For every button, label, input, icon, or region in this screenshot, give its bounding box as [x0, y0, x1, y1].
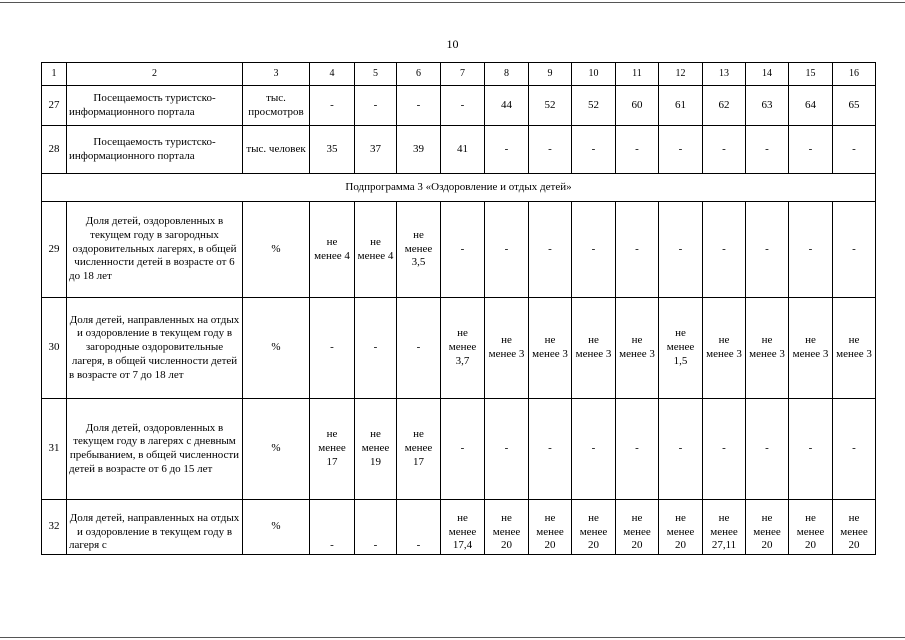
value-cell: -: [746, 399, 789, 500]
column-number-cell: 10: [572, 63, 616, 86]
value-cell: -: [397, 500, 441, 555]
column-number-cell: 5: [355, 63, 397, 86]
value-cell: -: [659, 126, 703, 174]
value-cell: 60: [616, 86, 659, 126]
value-cell: -: [529, 126, 572, 174]
value-cell: 61: [659, 86, 703, 126]
column-number-cell: 6: [397, 63, 441, 86]
row-number: 27: [42, 86, 67, 126]
value-cell: 52: [572, 86, 616, 126]
indicator-row: [42, 86, 876, 126]
top-scan-edge: [0, 2, 905, 3]
value-cell: -: [703, 399, 746, 500]
value-cell: 64: [789, 86, 833, 126]
value-cell: не менее 3: [833, 298, 876, 399]
row-number: 32: [42, 500, 67, 555]
value-cell: -: [789, 399, 833, 500]
value-cell: -: [616, 202, 659, 298]
unit-cell: тыс. просмотров: [243, 86, 310, 126]
value-cell: не менее 3: [746, 298, 789, 399]
value-cell: 52: [529, 86, 572, 126]
column-number-cell: 12: [659, 63, 703, 86]
value-cell: -: [397, 298, 441, 399]
value-cell: не менее 4: [355, 202, 397, 298]
column-number-cell: 2: [67, 63, 243, 86]
column-number-cell: 7: [441, 63, 485, 86]
value-cell: не менее 1,5: [659, 298, 703, 399]
value-cell: -: [572, 126, 616, 174]
indicators-table: [41, 62, 876, 555]
value-cell: -: [397, 86, 441, 126]
unit-cell: %: [243, 500, 310, 555]
value-cell: -: [659, 202, 703, 298]
value-cell: -: [441, 399, 485, 500]
unit-cell: %: [243, 399, 310, 500]
indicator-row: [42, 298, 876, 399]
indicator-name: Посещаемость туристско-информационного портала: [67, 126, 243, 174]
value-cell: -: [441, 86, 485, 126]
value-cell: -: [616, 126, 659, 174]
value-cell: -: [441, 202, 485, 298]
value-cell: 39: [397, 126, 441, 174]
value-cell: -: [703, 202, 746, 298]
row-number: 29: [42, 202, 67, 298]
value-cell: не менее 19: [355, 399, 397, 500]
column-number-cell: 16: [833, 63, 876, 86]
value-cell: не менее 17: [397, 399, 441, 500]
value-cell: -: [529, 202, 572, 298]
value-cell: -: [310, 500, 355, 555]
column-number-cell: 11: [616, 63, 659, 86]
indicator-row: [42, 399, 876, 500]
value-cell: 37: [355, 126, 397, 174]
value-cell: 65: [833, 86, 876, 126]
bottom-scan-edge: [0, 637, 905, 638]
row-number: 31: [42, 399, 67, 500]
value-cell: не менее 17: [310, 399, 355, 500]
unit-cell: тыс. человек: [243, 126, 310, 174]
indicator-name: Посещаемость туристско-информационного портала: [67, 86, 243, 126]
subprogram-row: [42, 174, 876, 202]
value-cell: -: [746, 202, 789, 298]
column-number-cell: 1: [42, 63, 67, 86]
value-cell: 44: [485, 86, 529, 126]
unit-cell: %: [243, 202, 310, 298]
column-number-cell: 4: [310, 63, 355, 86]
value-cell: не менее 3,5: [397, 202, 441, 298]
indicator-row: [42, 500, 876, 555]
value-cell: -: [529, 399, 572, 500]
column-number-cell: 8: [485, 63, 529, 86]
column-number-cell: 14: [746, 63, 789, 86]
value-cell: 35: [310, 126, 355, 174]
page-number: 10: [446, 37, 459, 51]
value-cell: -: [310, 298, 355, 399]
column-number-cell: 9: [529, 63, 572, 86]
indicator-row: [42, 202, 876, 298]
value-cell: не менее 20: [746, 500, 789, 555]
value-cell: не менее 20: [833, 500, 876, 555]
indicator-name: Доля детей, оздоровленных в текущем году в лагерях с дневным пребыванием, в общей численности детей в возрасте от 6 до 15 лет: [67, 399, 243, 500]
value-cell: не менее 20: [485, 500, 529, 555]
value-cell: -: [355, 298, 397, 399]
value-cell: -: [833, 202, 876, 298]
value-cell: -: [659, 399, 703, 500]
row-number: 30: [42, 298, 67, 399]
column-number-cell: 3: [243, 63, 310, 86]
value-cell: -: [789, 202, 833, 298]
value-cell: не менее 3: [703, 298, 746, 399]
value-cell: -: [355, 86, 397, 126]
value-cell: не менее 20: [616, 500, 659, 555]
value-cell: -: [572, 202, 616, 298]
row-number: 28: [42, 126, 67, 174]
value-cell: -: [703, 126, 746, 174]
indicator-name: Доля детей, направленных на отдых и оздоровление в текущем году в загородные оздоровительные лагеря, в общей численности детей в возрасте от 7 до 18 лет: [67, 298, 243, 399]
subprogram-title: Подпрограмма 3 «Оздоровление и отдых детей»: [42, 174, 876, 202]
table-body: [42, 63, 876, 555]
value-cell: -: [572, 399, 616, 500]
indicator-row: [42, 126, 876, 174]
value-cell: не менее 3: [789, 298, 833, 399]
value-cell: -: [485, 126, 529, 174]
value-cell: -: [355, 500, 397, 555]
value-cell: не менее 3: [485, 298, 529, 399]
value-cell: -: [789, 126, 833, 174]
value-cell: не менее 20: [789, 500, 833, 555]
unit-cell: %: [243, 298, 310, 399]
value-cell: не менее 20: [529, 500, 572, 555]
value-cell: -: [310, 86, 355, 126]
value-cell: 62: [703, 86, 746, 126]
value-cell: не менее 3: [529, 298, 572, 399]
value-cell: -: [833, 399, 876, 500]
value-cell: -: [833, 126, 876, 174]
value-cell: -: [485, 202, 529, 298]
value-cell: -: [485, 399, 529, 500]
value-cell: не менее 17,4: [441, 500, 485, 555]
column-number-cell: 15: [789, 63, 833, 86]
column-number-cell: 13: [703, 63, 746, 86]
value-cell: 41: [441, 126, 485, 174]
column-number-row: [42, 63, 876, 86]
value-cell: не менее 3,7: [441, 298, 485, 399]
value-cell: не менее 3: [572, 298, 616, 399]
value-cell: не менее 20: [659, 500, 703, 555]
value-cell: не менее 3: [616, 298, 659, 399]
indicator-name: Доля детей, направленных на отдых и оздоровление в текущем году в лагеря с: [67, 500, 243, 555]
value-cell: -: [616, 399, 659, 500]
value-cell: не менее 27,11: [703, 500, 746, 555]
value-cell: -: [746, 126, 789, 174]
value-cell: не менее 20: [572, 500, 616, 555]
indicator-name: Доля детей, оздоровленных в текущем году в загородных оздоровительных лагерях, в общей численности детей в возрасте от 6 до 18 лет: [67, 202, 243, 298]
value-cell: 63: [746, 86, 789, 126]
value-cell: не менее 4: [310, 202, 355, 298]
